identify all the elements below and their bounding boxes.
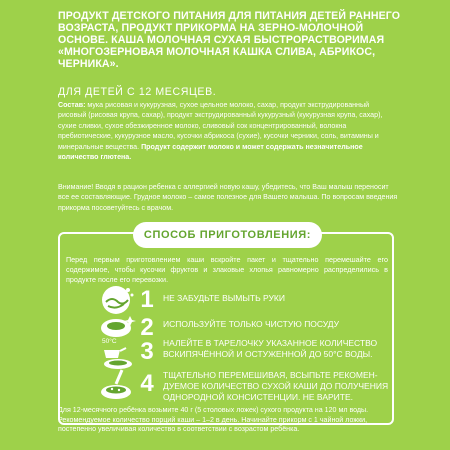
step-text: ИСПОЛЬЗУЙТЕ ТОЛЬКО ЧИСТУЮ ПОСУДУ bbox=[163, 319, 340, 329]
preparation-intro: Перед первым приготовлением каши вскройте пакет и тщательно перемешайте его содержимое, чтобы кусочки фруктов и злаковые хлопья равномерно распределились в продукте после его перевозки. bbox=[66, 255, 388, 285]
preparation-heading: СПОСОБ ПРИГОТОВЛЕНИЯ: bbox=[133, 222, 322, 248]
composition-text: мука рисовая и кукурузная, сухое цельное молоко, сахар, продукт экструдированный рисовый (рисовая крупа, сахар), продукт экструдированный кукурузный (кукурузная крупа, сахар), сухие сливки, сухое обезжиренное молоко, сливовый сок концентрированный, волокна пребиотические, кукурузное масло, кусочки абрикоса (сухие), кусочки черники, соль, витамины и минеральные вещества. bbox=[58, 101, 383, 151]
temperature-label: 50°С bbox=[102, 338, 117, 345]
spoon-bowl-icon bbox=[98, 368, 138, 408]
composition-label: Состав: bbox=[58, 101, 86, 109]
allergen-note: Продукт содержит молоко и может содержать незначительное количество глютена. bbox=[58, 142, 363, 162]
composition-paragraph bbox=[58, 100, 398, 162]
warning-paragraph: Внимание! Вводя в рацион ребенка с аллергией новую кашу, убедитесь, что Ваш малыш переносит все ее составляющие. Грудное молоко – самое полезное для Вашего малыша. По вопросам введения прикорма посоветуйтесь с врачом. bbox=[58, 183, 398, 212]
dosage-instructions: Для 12-месячного ребёнка возьмите 40 г (5 столовых ложек) сухого продукта на 120 мл воды. Рекомендуемое количество порций каши – 1–2 в день. Начинайте прикорм с 1 чайной ложки, постепенно увеличивая количество в соответствии с возрастом ребёнка. bbox=[58, 406, 369, 434]
step-text: ТЩАТЕЛЬНО ПЕРЕМЕШИВАЯ, ВСЫПЬТЕ РЕКОМЕН-ДУЕМОЕ КОЛИЧЕСТВО СУХОЙ КАШИ ДО ПОЛУЧЕНИЯ ОДНОРОДНОЙ КОНСИСТЕНЦИИ. НЕ ВАРИТЕ. bbox=[163, 370, 389, 402]
step-text: НАЛЕЙТЕ В ТАРЕЛОЧКУ УКАЗАННОЕ КОЛИЧЕСТВО ВСКИПЯЧЁННОЙ И ОСТУЖЕННОЙ ДО 50°С ВОДЫ. bbox=[163, 338, 378, 359]
step-number: 1 bbox=[140, 286, 154, 313]
product-title: ПРОДУКТ ДЕТСКОГО ПИТАНИЯ ДЛЯ ПИТАНИЯ ДЕТЕЙ РАННЕГО ВОЗРАСТА, ПРОДУКТ ПРИКОРМА НА ЗЕРНО-МОЛОЧНОЙ ОСНОВЕ. КАША МОЛОЧНАЯ СУХАЯ БЫСТРОРАСТВОРИМАЯ «МНОГОЗЕРНОВАЯ МОЛОЧНАЯ КАШКА СЛИВА, АБРИКОС, ЧЕРНИКА». bbox=[58, 10, 401, 70]
age-recommendation: ДЛЯ ДЕТЕЙ С 12 МЕСЯЦЕВ. bbox=[58, 86, 217, 98]
step-number: 4 bbox=[140, 370, 154, 397]
step-number: 3 bbox=[140, 338, 154, 365]
step-text: НЕ ЗАБУДЬТЕ ВЫМЫТЬ РУКИ bbox=[163, 293, 285, 303]
step-number: 2 bbox=[140, 314, 154, 341]
preparation-step-4 bbox=[88, 368, 408, 410]
